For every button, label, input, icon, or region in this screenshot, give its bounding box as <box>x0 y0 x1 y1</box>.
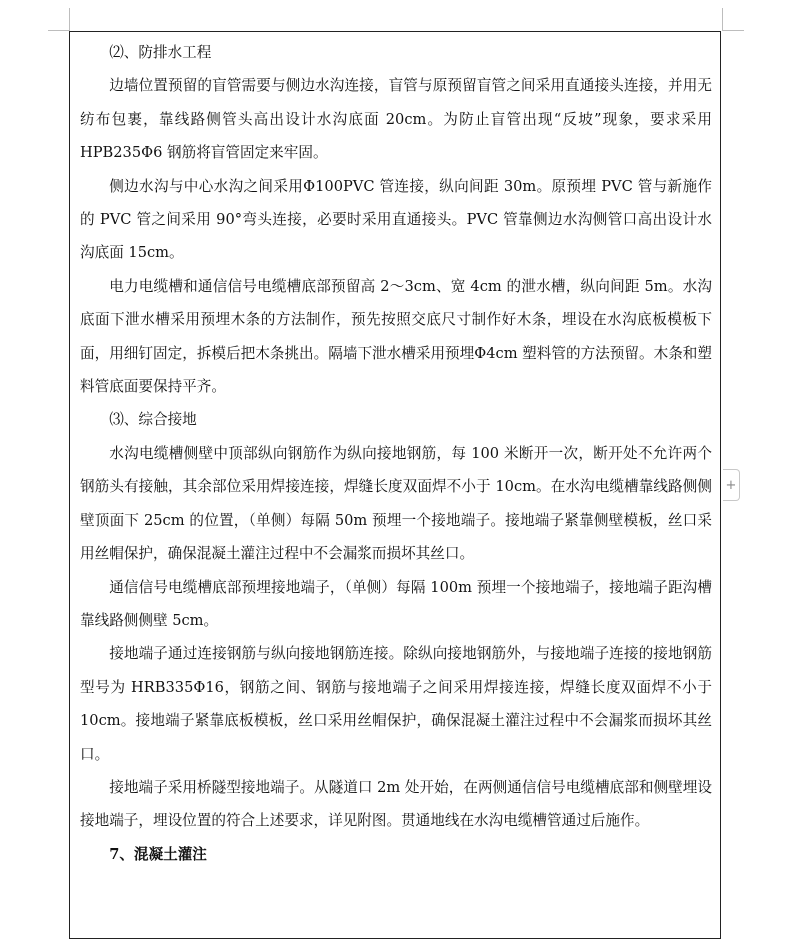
paragraph-grounding-rebar: 水沟电缆槽侧壁中顶部纵向钢筋作为纵向接地钢筋，每 100 米断开一次，断开处不允许两个钢筋头有接触，其余部位采用焊接连接，焊缝长度双面焊不小于 10cm。在水沟电缆槽靠线路侧侧壁顶面下 25cm 的位置，（单侧）每隔 50m 预埋一个接地端子。接地端子紧靠侧壁模板，丝口采用丝帽保护，确保混凝土灌注过程中不会漏浆而损坏其丝口。 <box>80 444 712 563</box>
crop-mark-top-left-horizontal <box>48 30 70 31</box>
section-heading-concrete: 7、混凝土灌注 <box>109 845 207 863</box>
paragraph-drain-slot: 电力电缆槽和通信信号电缆槽底部预留高 2～3cm、宽 4cm 的泄水槽，纵向间距 5m。水沟底面下泄水槽采用预埋木条的方法制作，预先按照交底尺寸制作好木条，埋设在水沟底板模板下面，用细钉固定，拆模后把木条挑出。隔墙下泄水槽采用预埋Φ4cm 塑料管的方法预留。木条和塑料管底面要保持平齐。 <box>80 277 712 396</box>
paragraph-terminal-type: 接地端子采用桥隧型接地端子。从隧道口 2m 处开始，在两侧通信信号电缆槽底部和侧壁埋设接地端子，埋设位置的符合上述要求，详见附图。贯通地线在水沟电缆槽管通过后施作。 <box>80 778 712 830</box>
plus-icon: + <box>725 478 737 493</box>
add-comment-button[interactable] <box>723 469 740 501</box>
document-body <box>80 36 712 871</box>
paragraph-blind-pipe: 边墙位置预留的盲管需要与侧边水沟连接，盲管与原预留盲管之间采用直通接头连接，并用无纺布包裹，靠线路侧管头高出设计水沟底面 20cm。为防止盲管出现“反坡”现象，要求采用 HPB235Φ6 钢筋将盲管固定来牢固。 <box>80 77 712 162</box>
paragraph-pvc-pipe: 侧边水沟与中心水沟之间采用Φ100PVC 管连接，纵向间距 30m。原预埋 PVC 管与新施作的 PVC 管之间采用 90°弯头连接，必要时采用直通接头。PVC 管靠侧边水沟侧管口高出设计水沟底面 15cm。 <box>80 177 712 262</box>
crop-mark-top-left-vertical <box>69 8 70 30</box>
section-heading-grounding: ⑶、综合接地 <box>109 411 197 429</box>
paragraph-signal-terminal: 通信信号电缆槽底部预埋接地端子，（单侧）每隔 100m 预埋一个接地端子，接地端子距沟槽靠线路侧侧壁 5cm。 <box>80 578 712 629</box>
page-frame <box>69 31 721 939</box>
paragraph-terminal-connection: 接地端子通过连接钢筋与纵向接地钢筋连接。除纵向接地钢筋外，与接地端子连接的接地钢筋型号为 HRB335Φ16，钢筋之间、钢筋与接地端子之间采用焊接连接，焊缝长度双面焊不小于 10cm。接地端子紧靠底板模板，丝口采用丝帽保护，确保混凝土灌注过程中不会漏浆而损坏其丝口。 <box>80 645 712 763</box>
section-heading-drainage: ⑵、防排水工程 <box>109 44 212 61</box>
crop-mark-top-right-horizontal <box>722 30 744 31</box>
crop-mark-top-right-vertical <box>722 8 723 30</box>
